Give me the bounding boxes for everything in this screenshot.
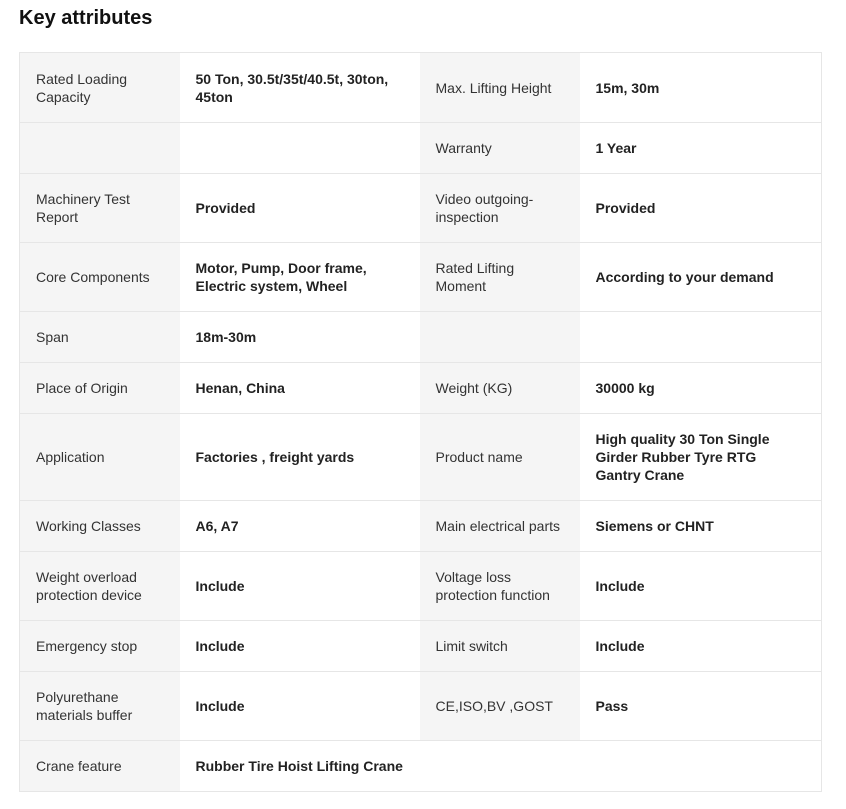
attribute-value: Include [180,621,420,672]
attribute-value: Siemens or CHNT [580,501,822,552]
attribute-value: Provided [180,174,420,243]
attribute-name: Limit switch [420,621,580,672]
attributes-table [19,52,822,792]
attribute-value: Rubber Tire Hoist Lifting Crane [180,741,420,792]
attribute-value: Include [180,672,420,741]
attribute-name: Weight overload protection device [20,552,180,621]
attribute-value: High quality 30 Ton Single Girder Rubber Tyre RTG Gantry Crane [580,414,822,501]
attribute-name: Rated Loading Capacity [20,53,180,123]
attribute-name [420,312,580,363]
attribute-name: Emergency stop [20,621,180,672]
attribute-name: CE,ISO,BV ,GOST [420,672,580,741]
table-row [20,741,822,792]
attribute-name: Max. Lifting Height [420,53,580,123]
attribute-name-blurred [20,123,180,174]
attribute-name: Crane feature [20,741,180,792]
attribute-value: Include [180,552,420,621]
attribute-value: Henan, China [180,363,420,414]
attribute-name: Core Components [20,243,180,312]
attribute-value: 50 Ton, 30.5t/35t/40.5t, 30ton, 45ton [180,53,420,123]
table-row [20,621,822,672]
attribute-name: Application [20,414,180,501]
table-row [20,501,822,552]
table-row [20,312,822,363]
attribute-value: 15m, 30m [580,53,822,123]
attribute-value-blurred [180,123,420,174]
table-row [20,363,822,414]
attribute-value: 30000 kg [580,363,822,414]
table-row [20,174,822,243]
attribute-name: Video outgoing-inspection [420,174,580,243]
attribute-value: Include [580,552,822,621]
attribute-value: According to your demand [580,243,822,312]
table-row [20,552,822,621]
attribute-value: Provided [580,174,822,243]
attribute-value [580,312,822,363]
section-title: Key attributes [19,7,153,29]
table-row [20,243,822,312]
attribute-name: Span [20,312,180,363]
table-row [20,414,822,501]
attribute-name: Main electrical parts [420,501,580,552]
attribute-name: Warranty [420,123,580,174]
attribute-name: Rated Lifting Moment [420,243,580,312]
attribute-name-empty [420,741,580,792]
table-row [20,123,822,174]
attribute-value: Motor, Pump, Door frame, Electric system, Wheel [180,243,420,312]
attribute-name: Polyurethane materials buffer [20,672,180,741]
attribute-name: Voltage loss protection function [420,552,580,621]
attribute-value: Pass [580,672,822,741]
attribute-value: A6, A7 [180,501,420,552]
attribute-name: Machinery Test Report [20,174,180,243]
table-row [20,672,822,741]
attribute-value: 1 Year [580,123,822,174]
attribute-name: Product name [420,414,580,501]
attribute-name: Working Classes [20,501,180,552]
attribute-value: 18m-30m [180,312,420,363]
attribute-name: Place of Origin [20,363,180,414]
table-row [20,53,822,123]
attribute-name: Weight (KG) [420,363,580,414]
attribute-value: Factories , freight yards [180,414,420,501]
attribute-value-empty [580,741,822,792]
attribute-value: Include [580,621,822,672]
